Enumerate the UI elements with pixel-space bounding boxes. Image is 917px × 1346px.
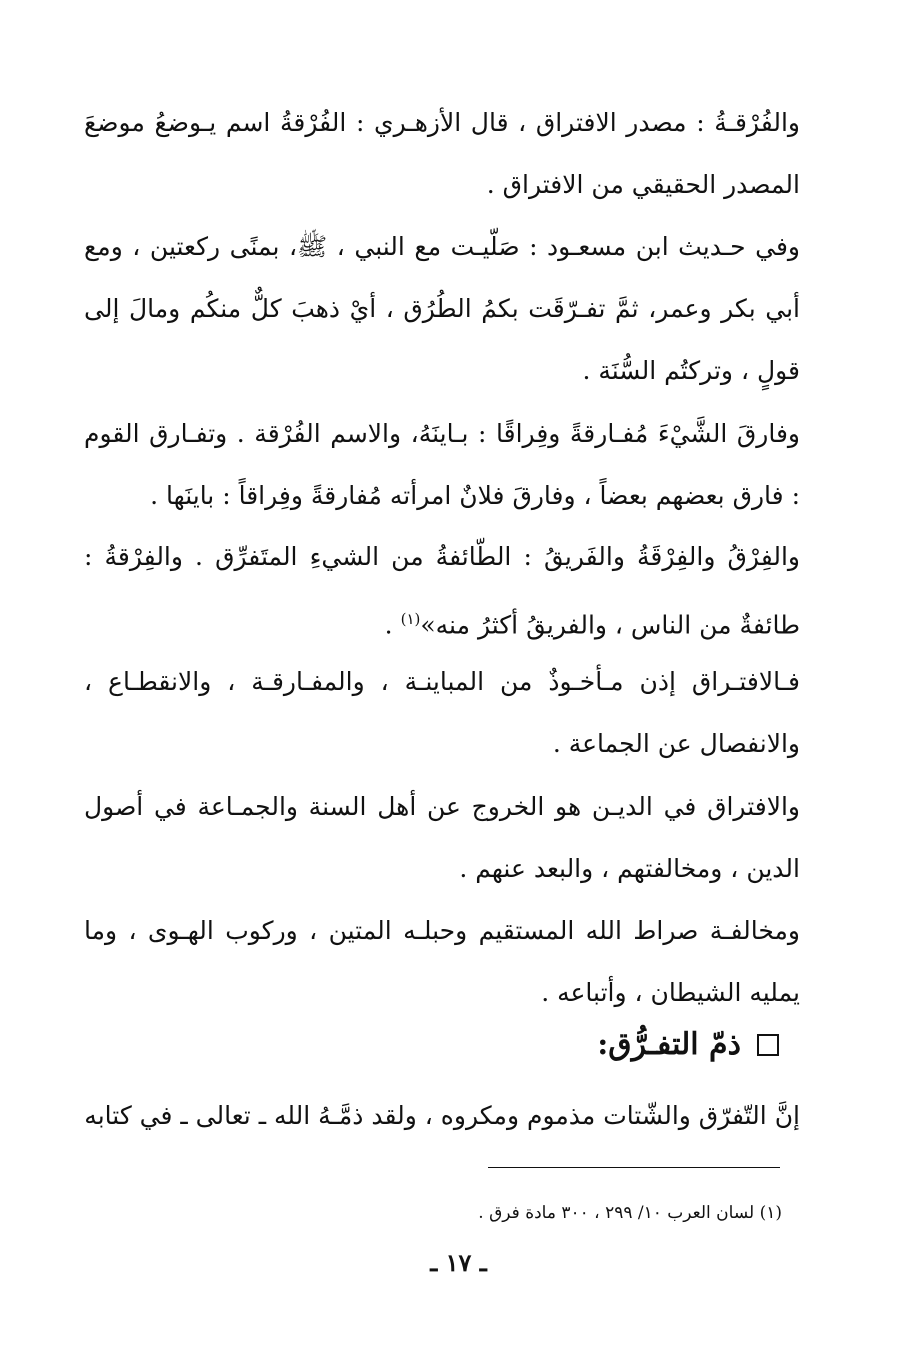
- paragraph-dispraise-of-division: إنَّ التّفرّق والشّتات مذموم ومكروه ، ولقد ذمَّـهُ الله ـ تعالى ـ في كتابه: [84, 1101, 800, 1130]
- footnote-divider: [488, 1167, 780, 1168]
- section-heading-text: ذمّ التفـرُّق:: [597, 1027, 741, 1062]
- paragraph-iftiraq-in-religion: والافتراق في الديـن هو الخروج عن أهل السنة والجمـاعة في أصول الدين ، ومخالفتهم ، والبعد عنهم .: [84, 792, 800, 883]
- paragraph-furqa-definition: والفُرْقـةُ : مصدر الافتراق ، قال الأزهـري : الفُرْقةُ اسم يـوضعُ موضعَ المصدر الحقيقي من الافتراق .: [84, 108, 800, 199]
- page-number: ـ ١٧ ـ: [430, 1248, 487, 1277]
- paragraph-faraqa-definition: وفارقَ الشَّيْءَ مُفـارقةً وفِراقًا : بـاينَهُ، والاسم الفُرْقة . وتفـارق القوم : فارق بعضهم بعضاً ، وفارقَ فلانٌ امرأته مُفارقةً وفِراقاً : باينَها .: [84, 419, 800, 510]
- paragraph-firq-definition: والفِرْقُ والفِرْقَةُ والفَريقُ : الطّائفةُ من الشيءِ المتَفرِّق . والفِرْقةُ : طائفةٌ من الناس ، والفريقُ أكثرُ منه»$^{(١)}$ .: [84, 542, 800, 640]
- footnote: (١) لسان العرب ١٠/ ٢٩٩ ، ٣٠٠ مادة فرق .: [478, 1203, 782, 1223]
- paragraph-iftiraq-meaning: فـالافتـراق إذن مـأخـوذٌ من المباينـة ، والمفـارقـة ، والانقطـاع ، والانفصال عن الجماعة .: [84, 667, 800, 758]
- paragraph-ibn-masud-hadith: وفي حـديث ابن مسعـود : صَلّيـت مع النبي ، ﷺ، بمنًى ركعتين ، ومع أبي بكر وعمر، ثمَّ تفـرّقَت بكمُ الطُرُق ، أيْ ذهبَ كلٌّ منكُم ومالَ إلى قولٍ ، وتركتُم السُّنَة .: [84, 232, 800, 385]
- paragraph-opposing-path: ومخالفـة صراط الله المستقيم وحبلـه المتين ، وركوب الهـوى ، وما يمليه الشيطان ، وأتباعه .: [84, 916, 800, 1007]
- checkbox-square-icon: [757, 1034, 779, 1056]
- section-heading: [597, 1020, 779, 1070]
- footnote-marker: (١): [400, 610, 421, 628]
- paragraph-firq-text: والفِرْقُ والفِرْقَةُ والفَريقُ : الطّائفةُ من الشيءِ المتَفرِّق . والفِرْقةُ : طائفةٌ من الناس ، والفريقُ أكثرُ منه»: [84, 542, 800, 640]
